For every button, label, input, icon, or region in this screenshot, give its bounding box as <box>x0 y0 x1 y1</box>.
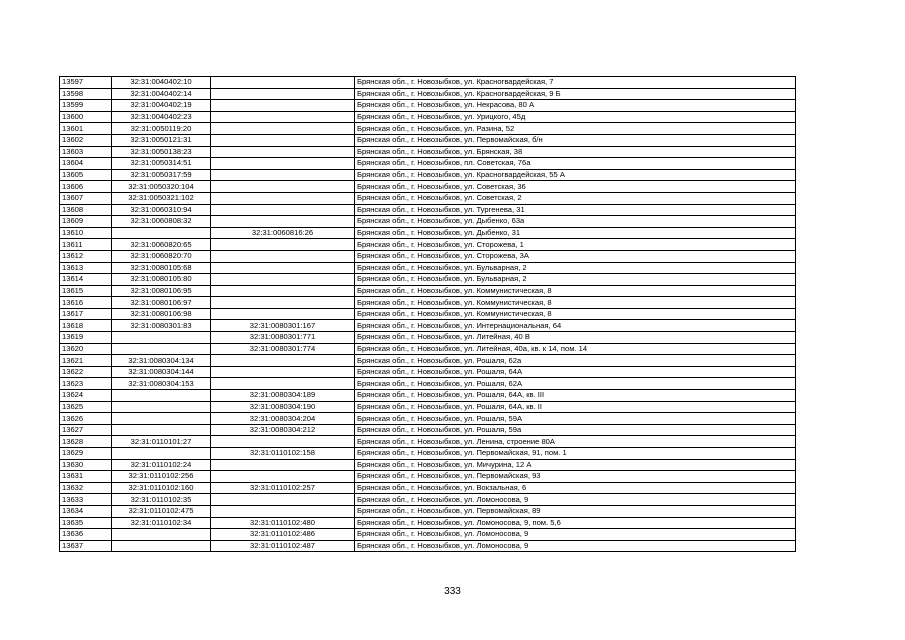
related-cadastral-number-cell <box>211 146 355 158</box>
cadastral-number-cell <box>112 540 211 552</box>
cadastral-number-cell: 32:31:0080304:153 <box>112 378 211 390</box>
related-cadastral-number-cell <box>211 378 355 390</box>
row-number-cell: 13625 <box>60 401 112 413</box>
related-cadastral-number-cell <box>211 239 355 251</box>
related-cadastral-number-cell <box>211 436 355 448</box>
related-cadastral-number-cell <box>211 250 355 262</box>
address-cell: Брянская обл., г. Новозыбков, ул. Сторожева, 3А <box>355 250 796 262</box>
address-cell: Брянская обл., г. Новозыбков, ул. Рошаля, 64А, кв. III <box>355 390 796 402</box>
related-cadastral-number-cell <box>211 192 355 204</box>
row-number-cell: 13626 <box>60 413 112 425</box>
row-number-cell: 13614 <box>60 274 112 286</box>
address-cell: Брянская обл., г. Новозыбков, ул. Первомайская, 93 <box>355 471 796 483</box>
related-cadastral-number-cell <box>211 181 355 193</box>
related-cadastral-number-cell <box>211 471 355 483</box>
row-number-cell: 13602 <box>60 134 112 146</box>
cadastral-number-cell <box>112 227 211 239</box>
cadastral-number-cell: 32:31:0110102:35 <box>112 494 211 506</box>
row-number-cell: 13605 <box>60 169 112 181</box>
related-cadastral-number-cell: 32:31:0110102:480 <box>211 517 355 529</box>
cadastral-number-cell: 32:31:0080301:83 <box>112 320 211 332</box>
related-cadastral-number-cell <box>211 158 355 170</box>
related-cadastral-number-cell: 32:31:0080304:212 <box>211 424 355 436</box>
table-row <box>60 424 796 436</box>
cadastral-number-cell: 32:31:0050121:31 <box>112 134 211 146</box>
row-number-cell: 13609 <box>60 216 112 228</box>
related-cadastral-number-cell <box>211 274 355 286</box>
table-row <box>60 239 796 251</box>
related-cadastral-number-cell: 32:31:0110102:257 <box>211 482 355 494</box>
cadastral-number-cell <box>112 448 211 460</box>
row-number-cell: 13610 <box>60 227 112 239</box>
cadastral-number-cell: 32:31:0050314:51 <box>112 158 211 170</box>
row-number-cell: 13601 <box>60 123 112 135</box>
cadastral-number-cell: 32:31:0080106:97 <box>112 297 211 309</box>
row-number-cell: 13633 <box>60 494 112 506</box>
related-cadastral-number-cell <box>211 297 355 309</box>
table-row <box>60 123 796 135</box>
cadastral-number-cell <box>112 413 211 425</box>
address-cell: Брянская обл., г. Новозыбков, ул. Рошаля, 64А <box>355 366 796 378</box>
row-number-cell: 13618 <box>60 320 112 332</box>
table-row <box>60 401 796 413</box>
row-number-cell: 13604 <box>60 158 112 170</box>
table-row <box>60 517 796 529</box>
row-number-cell: 13613 <box>60 262 112 274</box>
address-cell: Брянская обл., г. Новозыбков, ул. Тургенева, 31 <box>355 204 796 216</box>
cadastral-number-cell: 32:31:0110102:475 <box>112 505 211 517</box>
row-number-cell: 13600 <box>60 111 112 123</box>
table-row <box>60 448 796 460</box>
related-cadastral-number-cell <box>211 88 355 100</box>
cadastral-number-cell <box>112 390 211 402</box>
address-cell: Брянская обл., г. Новозыбков, ул. Коммунистическая, 8 <box>355 308 796 320</box>
row-number-cell: 13630 <box>60 459 112 471</box>
row-number-cell: 13616 <box>60 297 112 309</box>
table-row <box>60 297 796 309</box>
table-row <box>60 320 796 332</box>
row-number-cell: 13634 <box>60 505 112 517</box>
table-row <box>60 332 796 344</box>
cadastral-number-cell: 32:31:0060820:65 <box>112 239 211 251</box>
table-row <box>60 111 796 123</box>
row-number-cell: 13598 <box>60 88 112 100</box>
row-number-cell: 13599 <box>60 100 112 112</box>
table-row <box>60 390 796 402</box>
related-cadastral-number-cell: 32:31:0080304:190 <box>211 401 355 413</box>
row-number-cell: 13624 <box>60 390 112 402</box>
table-row <box>60 262 796 274</box>
row-number-cell: 13635 <box>60 517 112 529</box>
related-cadastral-number-cell <box>211 204 355 216</box>
address-cell: Брянская обл., г. Новозыбков, ул. Красногвардейская, 55 А <box>355 169 796 181</box>
cadastral-number-cell: 32:31:0050317:59 <box>112 169 211 181</box>
table-row <box>60 540 796 552</box>
row-number-cell: 13621 <box>60 355 112 367</box>
address-cell: Брянская обл., г. Новозыбков, ул. Некрасова, 80 А <box>355 100 796 112</box>
cadastral-number-cell: 32:31:0110102:34 <box>112 517 211 529</box>
row-number-cell: 13597 <box>60 77 112 89</box>
address-cell: Брянская обл., г. Новозыбков, ул. Рошаля, 64А, кв. II <box>355 401 796 413</box>
cadastral-number-cell: 32:31:0040402:23 <box>112 111 211 123</box>
cadastral-number-cell: 32:31:0050320:104 <box>112 181 211 193</box>
address-cell: Брянская обл., г. Новозыбков, ул. Ломоносова, 9 <box>355 529 796 541</box>
address-cell: Брянская обл., г. Новозыбков, ул. Литейная, 40 В <box>355 332 796 344</box>
row-number-cell: 13617 <box>60 308 112 320</box>
related-cadastral-number-cell <box>211 494 355 506</box>
related-cadastral-number-cell <box>211 77 355 89</box>
related-cadastral-number-cell <box>211 111 355 123</box>
table-row <box>60 529 796 541</box>
row-number-cell: 13619 <box>60 332 112 344</box>
table-row <box>60 285 796 297</box>
table-row <box>60 274 796 286</box>
address-cell: Брянская обл., г. Новозыбков, ул. Литейная, 40а, кв. к 14, пом. 14 <box>355 343 796 355</box>
table-row <box>60 134 796 146</box>
row-number-cell: 13608 <box>60 204 112 216</box>
row-number-cell: 13603 <box>60 146 112 158</box>
address-cell: Брянская обл., г. Новозыбков, ул. Вокзальная, 6 <box>355 482 796 494</box>
cadastral-number-cell: 32:31:0080304:134 <box>112 355 211 367</box>
row-number-cell: 13611 <box>60 239 112 251</box>
row-number-cell: 13623 <box>60 378 112 390</box>
address-cell: Брянская обл., г. Новозыбков, ул. Коммунистическая, 8 <box>355 297 796 309</box>
cadastral-number-cell: 32:31:0080304:144 <box>112 366 211 378</box>
address-cell: Брянская обл., г. Новозыбков, ул. Сторожева, 1 <box>355 239 796 251</box>
cadastral-number-cell <box>112 424 211 436</box>
cadastral-number-cell: 32:31:0080106:98 <box>112 308 211 320</box>
row-number-cell: 13615 <box>60 285 112 297</box>
related-cadastral-number-cell <box>211 459 355 471</box>
address-cell: Брянская обл., г. Новозыбков, ул. Рошаля, 62а <box>355 355 796 367</box>
table-row <box>60 366 796 378</box>
address-cell: Брянская обл., г. Новозыбков, ул. Ломоносова, 9 <box>355 494 796 506</box>
address-cell: Брянская обл., г. Новозыбков, ул. Первомайская, 89 <box>355 505 796 517</box>
property-table <box>59 76 796 552</box>
table-row <box>60 343 796 355</box>
row-number-cell: 13637 <box>60 540 112 552</box>
related-cadastral-number-cell: 32:31:0110102:158 <box>211 448 355 460</box>
cadastral-number-cell: 32:31:0050119:20 <box>112 123 211 135</box>
related-cadastral-number-cell: 32:31:0080301:774 <box>211 343 355 355</box>
related-cadastral-number-cell <box>211 100 355 112</box>
related-cadastral-number-cell <box>211 262 355 274</box>
table-row <box>60 250 796 262</box>
table-row <box>60 100 796 112</box>
row-number-cell: 13631 <box>60 471 112 483</box>
related-cadastral-number-cell <box>211 505 355 517</box>
address-cell: Брянская обл., г. Новозыбков, ул. Мичурина, 12 А <box>355 459 796 471</box>
related-cadastral-number-cell <box>211 123 355 135</box>
cadastral-number-cell: 32:31:0060820:70 <box>112 250 211 262</box>
table-row <box>60 227 796 239</box>
related-cadastral-number-cell <box>211 285 355 297</box>
address-cell: Брянская обл., г. Новозыбков, ул. Бульварная, 2 <box>355 262 796 274</box>
address-cell: Брянская обл., г. Новозыбков, ул. Красногвардейская, 9 Б <box>355 88 796 100</box>
table-row <box>60 88 796 100</box>
table-row <box>60 181 796 193</box>
table-row <box>60 505 796 517</box>
cadastral-number-cell: 32:31:0080105:68 <box>112 262 211 274</box>
row-number-cell: 13629 <box>60 448 112 460</box>
row-number-cell: 13628 <box>60 436 112 448</box>
row-number-cell: 13622 <box>60 366 112 378</box>
table-row <box>60 471 796 483</box>
address-cell: Брянская обл., г. Новозыбков, ул. Ленина, строение 80А <box>355 436 796 448</box>
page-number: 333 <box>444 586 461 597</box>
address-cell: Брянская обл., г. Новозыбков, пл. Советская, 76а <box>355 158 796 170</box>
related-cadastral-number-cell: 32:31:0080301:167 <box>211 320 355 332</box>
address-cell: Брянская обл., г. Новозыбков, ул. Дыбенко, 63а <box>355 216 796 228</box>
table-row <box>60 459 796 471</box>
related-cadastral-number-cell: 32:31:0080301:771 <box>211 332 355 344</box>
address-cell: Брянская обл., г. Новозыбков, ул. Рошаля, 62А <box>355 378 796 390</box>
row-number-cell: 13606 <box>60 181 112 193</box>
address-cell: Брянская обл., г. Новозыбков, ул. Ломоносова, 9 <box>355 540 796 552</box>
table-row <box>60 494 796 506</box>
address-cell: Брянская обл., г. Новозыбков, ул. Бульварная, 2 <box>355 274 796 286</box>
related-cadastral-number-cell <box>211 216 355 228</box>
row-number-cell: 13636 <box>60 529 112 541</box>
row-number-cell: 13632 <box>60 482 112 494</box>
cadastral-number-cell <box>112 343 211 355</box>
address-cell: Брянская обл., г. Новозыбков, ул. Первомайская, б/н <box>355 134 796 146</box>
cadastral-number-cell: 32:31:0060310:94 <box>112 204 211 216</box>
table-row <box>60 308 796 320</box>
address-cell: Брянская обл., г. Новозыбков, ул. Дыбенко, 31 <box>355 227 796 239</box>
row-number-cell: 13612 <box>60 250 112 262</box>
related-cadastral-number-cell <box>211 169 355 181</box>
table-row <box>60 204 796 216</box>
address-cell: Брянская обл., г. Новозыбков, ул. Первомайская, 91, пом. 1 <box>355 448 796 460</box>
address-cell: Брянская обл., г. Новозыбков, ул. Советская, 36 <box>355 181 796 193</box>
address-cell: Брянская обл., г. Новозыбков, ул. Разина, 52 <box>355 123 796 135</box>
cadastral-number-cell: 32:31:0050138:23 <box>112 146 211 158</box>
table-row <box>60 192 796 204</box>
related-cadastral-number-cell: 32:31:0060816:26 <box>211 227 355 239</box>
property-table-body <box>60 77 796 552</box>
table-row <box>60 378 796 390</box>
related-cadastral-number-cell <box>211 355 355 367</box>
related-cadastral-number-cell: 32:31:0080304:204 <box>211 413 355 425</box>
cadastral-number-cell: 32:31:0080105:80 <box>112 274 211 286</box>
table-row <box>60 482 796 494</box>
related-cadastral-number-cell <box>211 134 355 146</box>
related-cadastral-number-cell: 32:31:0110102:486 <box>211 529 355 541</box>
cadastral-number-cell <box>112 529 211 541</box>
cadastral-number-cell <box>112 401 211 413</box>
cadastral-number-cell: 32:31:0110102:24 <box>112 459 211 471</box>
table-row <box>60 216 796 228</box>
cadastral-number-cell: 32:31:0050321:102 <box>112 192 211 204</box>
address-cell: Брянская обл., г. Новозыбков, ул. Интернациональная, 64 <box>355 320 796 332</box>
address-cell: Брянская обл., г. Новозыбков, ул. Советская, 2 <box>355 192 796 204</box>
row-number-cell: 13627 <box>60 424 112 436</box>
cadastral-number-cell: 32:31:0060808:32 <box>112 216 211 228</box>
address-cell: Брянская обл., г. Новозыбков, ул. Рошаля, 59А <box>355 413 796 425</box>
row-number-cell: 13620 <box>60 343 112 355</box>
related-cadastral-number-cell <box>211 366 355 378</box>
cadastral-number-cell: 32:31:0110101:27 <box>112 436 211 448</box>
address-cell: Брянская обл., г. Новозыбков, ул. Брянская, 38 <box>355 146 796 158</box>
cadastral-number-cell: 32:31:0110102:256 <box>112 471 211 483</box>
table-row <box>60 146 796 158</box>
address-cell: Брянская обл., г. Новозыбков, ул. Красногвардейская, 7 <box>355 77 796 89</box>
cadastral-number-cell: 32:31:0080106:95 <box>112 285 211 297</box>
cadastral-number-cell: 32:31:0040402:14 <box>112 88 211 100</box>
address-cell: Брянская обл., г. Новозыбков, ул. Ломоносова, 9, пом. 5,6 <box>355 517 796 529</box>
table-row <box>60 436 796 448</box>
address-cell: Брянская обл., г. Новозыбков, ул. Урицкого, 45д <box>355 111 796 123</box>
address-cell: Брянская обл., г. Новозыбков, ул. Коммунистическая, 8 <box>355 285 796 297</box>
cadastral-number-cell: 32:31:0040402:10 <box>112 77 211 89</box>
table-row <box>60 158 796 170</box>
cadastral-number-cell <box>112 332 211 344</box>
table-row <box>60 77 796 89</box>
related-cadastral-number-cell: 32:31:0080304:189 <box>211 390 355 402</box>
table-row <box>60 169 796 181</box>
cadastral-number-cell: 32:31:0110102:160 <box>112 482 211 494</box>
related-cadastral-number-cell <box>211 308 355 320</box>
cadastral-number-cell: 32:31:0040402:19 <box>112 100 211 112</box>
row-number-cell: 13607 <box>60 192 112 204</box>
table-row <box>60 355 796 367</box>
related-cadastral-number-cell: 32:31:0110102:487 <box>211 540 355 552</box>
table-row <box>60 413 796 425</box>
address-cell: Брянская обл., г. Новозыбков, ул. Рошаля, 59а <box>355 424 796 436</box>
